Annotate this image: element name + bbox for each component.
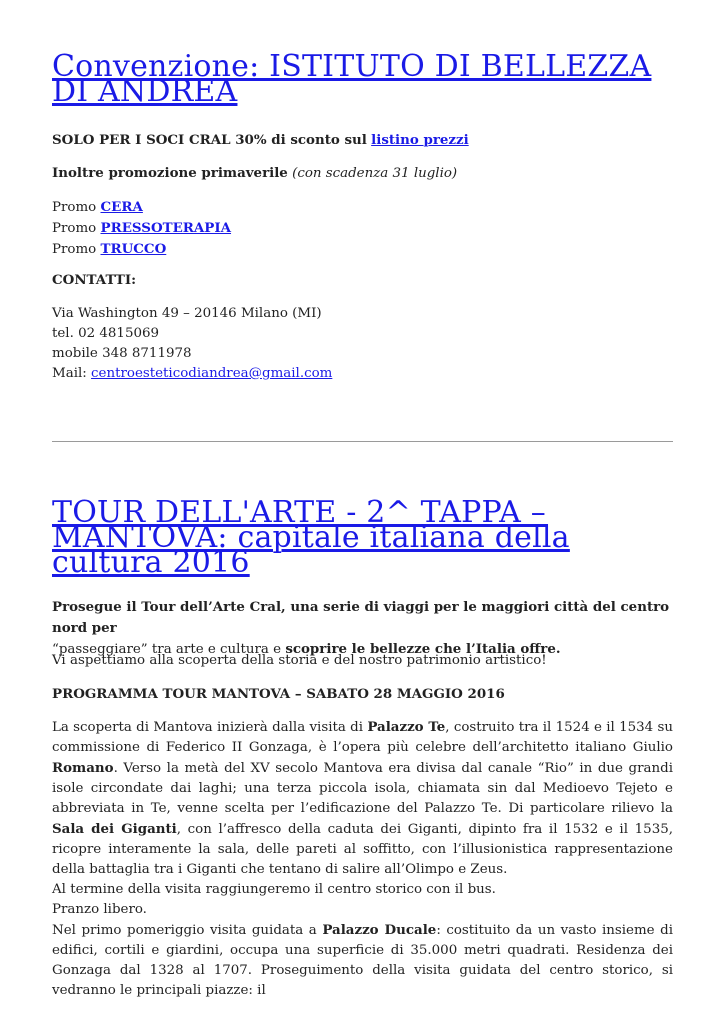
post-title-link[interactable]: Convenzione: ISTITUTO DI BELLEZZA DI ANDREA xyxy=(52,49,652,109)
promo-list xyxy=(52,197,673,260)
contact-block xyxy=(52,304,673,384)
invite-text: Vi aspettiamo alla scoperta della storia e del nostro patrimonio artistico! xyxy=(52,653,547,668)
program-heading xyxy=(52,684,673,705)
program-paragraph xyxy=(52,717,673,1001)
promo-line xyxy=(52,163,673,184)
promo-pressoterapia-link[interactable]: PRESSOTERAPIA xyxy=(100,220,232,236)
discount-text: SOLO PER I SOCI CRAL 30% di sconto sul xyxy=(52,132,367,148)
program-text: . Verso la metà del XV secolo Mantova era divisa dal canale “Rio” in due grandi isole circondate dai laghi; una terza piccola isola, chiamata sin dal Medioevo Tejeto e abbreviata in Te, venne scelta per l’edificazione del Palazzo Te. Di particolare rilievo la xyxy=(52,761,673,816)
post-title-link[interactable]: TOUR DELL'ARTE - 2^ TAPPA – MANTOVA: capitale italiana della cultura 2016 xyxy=(52,495,570,580)
contatti-heading xyxy=(52,270,673,291)
program-text: : costituito da un vasto insieme di edifici, cortili e giardini, occupa una superficie di 35.000 metri quadrati. Residenza dei Gonzaga dal 1328 al 1707. Proseguimento della visita guidata del centro storico, si vedranno le principali piazze: il xyxy=(52,923,673,998)
sala-giganti-text: Sala dei Giganti xyxy=(52,821,177,837)
mobile-text: mobile 348 8711978 xyxy=(52,346,192,361)
promo-text: Inoltre promozione primaverile xyxy=(52,165,288,181)
promo-cera-link[interactable]: CERA xyxy=(100,199,143,215)
program-text: Al termine della visita raggiungeremo il centro storico con il bus. xyxy=(52,882,496,897)
post-divider xyxy=(52,441,673,442)
email-link[interactable]: centroesteticodiandrea@gmail.com xyxy=(91,366,333,381)
romano-text: Romano xyxy=(52,760,114,776)
palazzo-te-text: Palazzo Te xyxy=(367,719,446,735)
program-text: , con l’affresco della caduta dei Giganti, dipinto fra il 1532 e il 1535, ricopre interamente la sala, delle pareti al soffitto, con l’illusionistica rappresentazione della battaglia tra i Giganti che tentano di salire all’Olimpo e Zeus. xyxy=(52,822,673,877)
contatti-heading-text: CONTATTI: xyxy=(52,272,137,288)
promo-deadline: (con scadenza 31 luglio) xyxy=(292,166,458,181)
intro-bold-text-2: scoprire le bellezze che l’Italia offre. xyxy=(285,641,561,657)
program-text: , costruito tra il 1524 e il 1534 su commissione di Federico II Gonzaga, è l’opera più celebre dell’architetto italiano Giulio xyxy=(52,720,673,755)
promo-label: Promo xyxy=(52,221,97,236)
mail-label: Mail: xyxy=(52,366,87,381)
program-heading-text: PROGRAMMA TOUR MANTOVA – SABATO 28 MAGGIO 2016 xyxy=(52,686,505,702)
discount-line xyxy=(52,130,673,151)
listino-prezzi-link[interactable]: listino prezzi xyxy=(371,132,469,148)
promo-label: Promo xyxy=(52,242,97,257)
program-text: Pranzo libero. xyxy=(52,902,147,917)
post-title-tour-arte[interactable] xyxy=(52,495,673,580)
palazzo-ducale-text: Palazzo Ducale xyxy=(322,922,437,938)
intro-bold-text: Prosegue il Tour dell’Arte Cral, una serie di viaggi per le maggiori città del centro nord per xyxy=(52,599,670,636)
intro-plain-text: “passeggiare” tra arte e cultura e xyxy=(52,642,282,657)
promo-label: Promo xyxy=(52,200,97,215)
post-title-convenzione[interactable] xyxy=(52,49,673,109)
program-text: Nel primo pomeriggio visita guidata a xyxy=(52,923,317,938)
promo-trucco-link[interactable]: TRUCCO xyxy=(100,241,167,257)
phone-text: tel. 02 4815069 xyxy=(52,326,160,341)
program-text: La scoperta di Mantova inizierà dalla visita di xyxy=(52,720,364,735)
address-text: Via Washington 49 – 20146 Milano (MI) xyxy=(52,306,322,321)
